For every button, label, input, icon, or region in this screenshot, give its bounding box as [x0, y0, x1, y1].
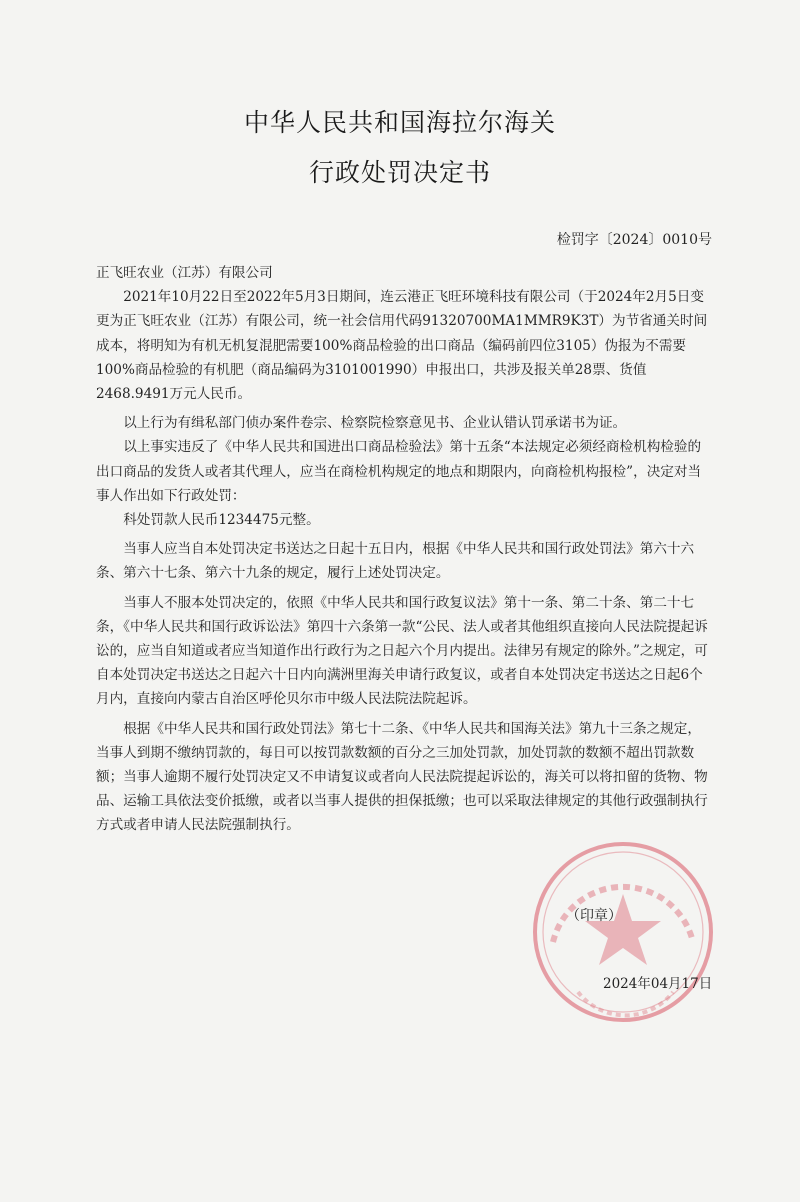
document-body	[96, 261, 708, 838]
document-subtitle: 行政处罚决定书	[308, 158, 491, 187]
paragraph-appeal: 当事人不服本处罚决定的，依照《中华人民共和国行政复议法》第十一条、第二十条、第二十七条，《中华人民共和国行政诉讼法》第四十六条第一款“公民、法人或者其他组织直接向人民法院提起诉讼的，应当自知道或者应当知道作出行政行为之日起六个月内提出。法律另有规定的除外。”之规定，可自本处罚决定书送达之日起六十日内向满洲里海关申请行政复议，或者自本处罚决定书送达之日起6个月内，直接向内蒙古自治区呼伦贝尔市中级人民法院法院起诉。	[96, 594, 708, 708]
paragraph-enforcement: 根据《中华人民共和国行政处罚法》第七十二条、《中华人民共和国海关法》第九十三条之规定，当事人到期不缴纳罚款的，每日可以按罚款数额的百分之三加处罚款，加处罚款的数额不超出罚款数额；当事人逾期不履行处罚决定又不申请复议或者向人民法院提起诉讼的，海关可以将扣留的货物、物品、运输工具依法变价抵缴，或者以当事人提供的担保抵缴；也可以采取法律规定的其他行政强制执行方式或者申请人民法院强制执行。	[96, 720, 708, 834]
document-number: 检罚字〔2024〕0010号	[556, 232, 712, 248]
paragraph-payment: 当事人应当自本处罚决定书送达之日起十五日内，根据《中华人民共和国行政处罚法》第六十六条、第六十七条、第六十九条的规定，履行上述处罚决定。	[96, 541, 695, 582]
paragraph-evidence: 以上行为有缉私部门侦办案件卷宗、检察院检察意见书、企业认错认罚承诺书为证。	[123, 415, 627, 432]
issue-date: 2024年04月17日	[603, 976, 713, 992]
document-title: 中华人民共和国海拉尔海关	[243, 108, 556, 137]
paragraph-penalty: 科处罚款人民币1234475元整。	[123, 512, 320, 529]
paragraph-violation: 以上事实违反了《中华人民共和国进出口商品检验法》第十五条“本法规定必须经商检机构检验的出口商品的发货人或者其代理人，应当在商检机构规定的地点和期限内，向商检机构报检”，决定对当事人作出如下行政处罚：	[96, 439, 702, 504]
paragraph-facts: 2021年10月22日至2022年5月3日期间，连云港正飞旺环境科技有限公司（于2024年2月5日变更为正飞旺农业（江苏）有限公司，统一社会信用代码91320700MA1MMR9K3T）为节省通关时间成本，将明知为有机无机复混肥需要100%商品检验的出口商品（编码前四位3105）伪报为不需要100%商品检验的有机肥（商品编码为3101001990）申报出口，共涉及报关单28票、货值2468.9491万元人民币。	[96, 289, 708, 403]
seal-caption: （印章）	[566, 908, 622, 924]
official-seal-stamp	[523, 832, 723, 1032]
recipient-name: 正飞旺农业（江苏）有限公司	[96, 265, 273, 281]
